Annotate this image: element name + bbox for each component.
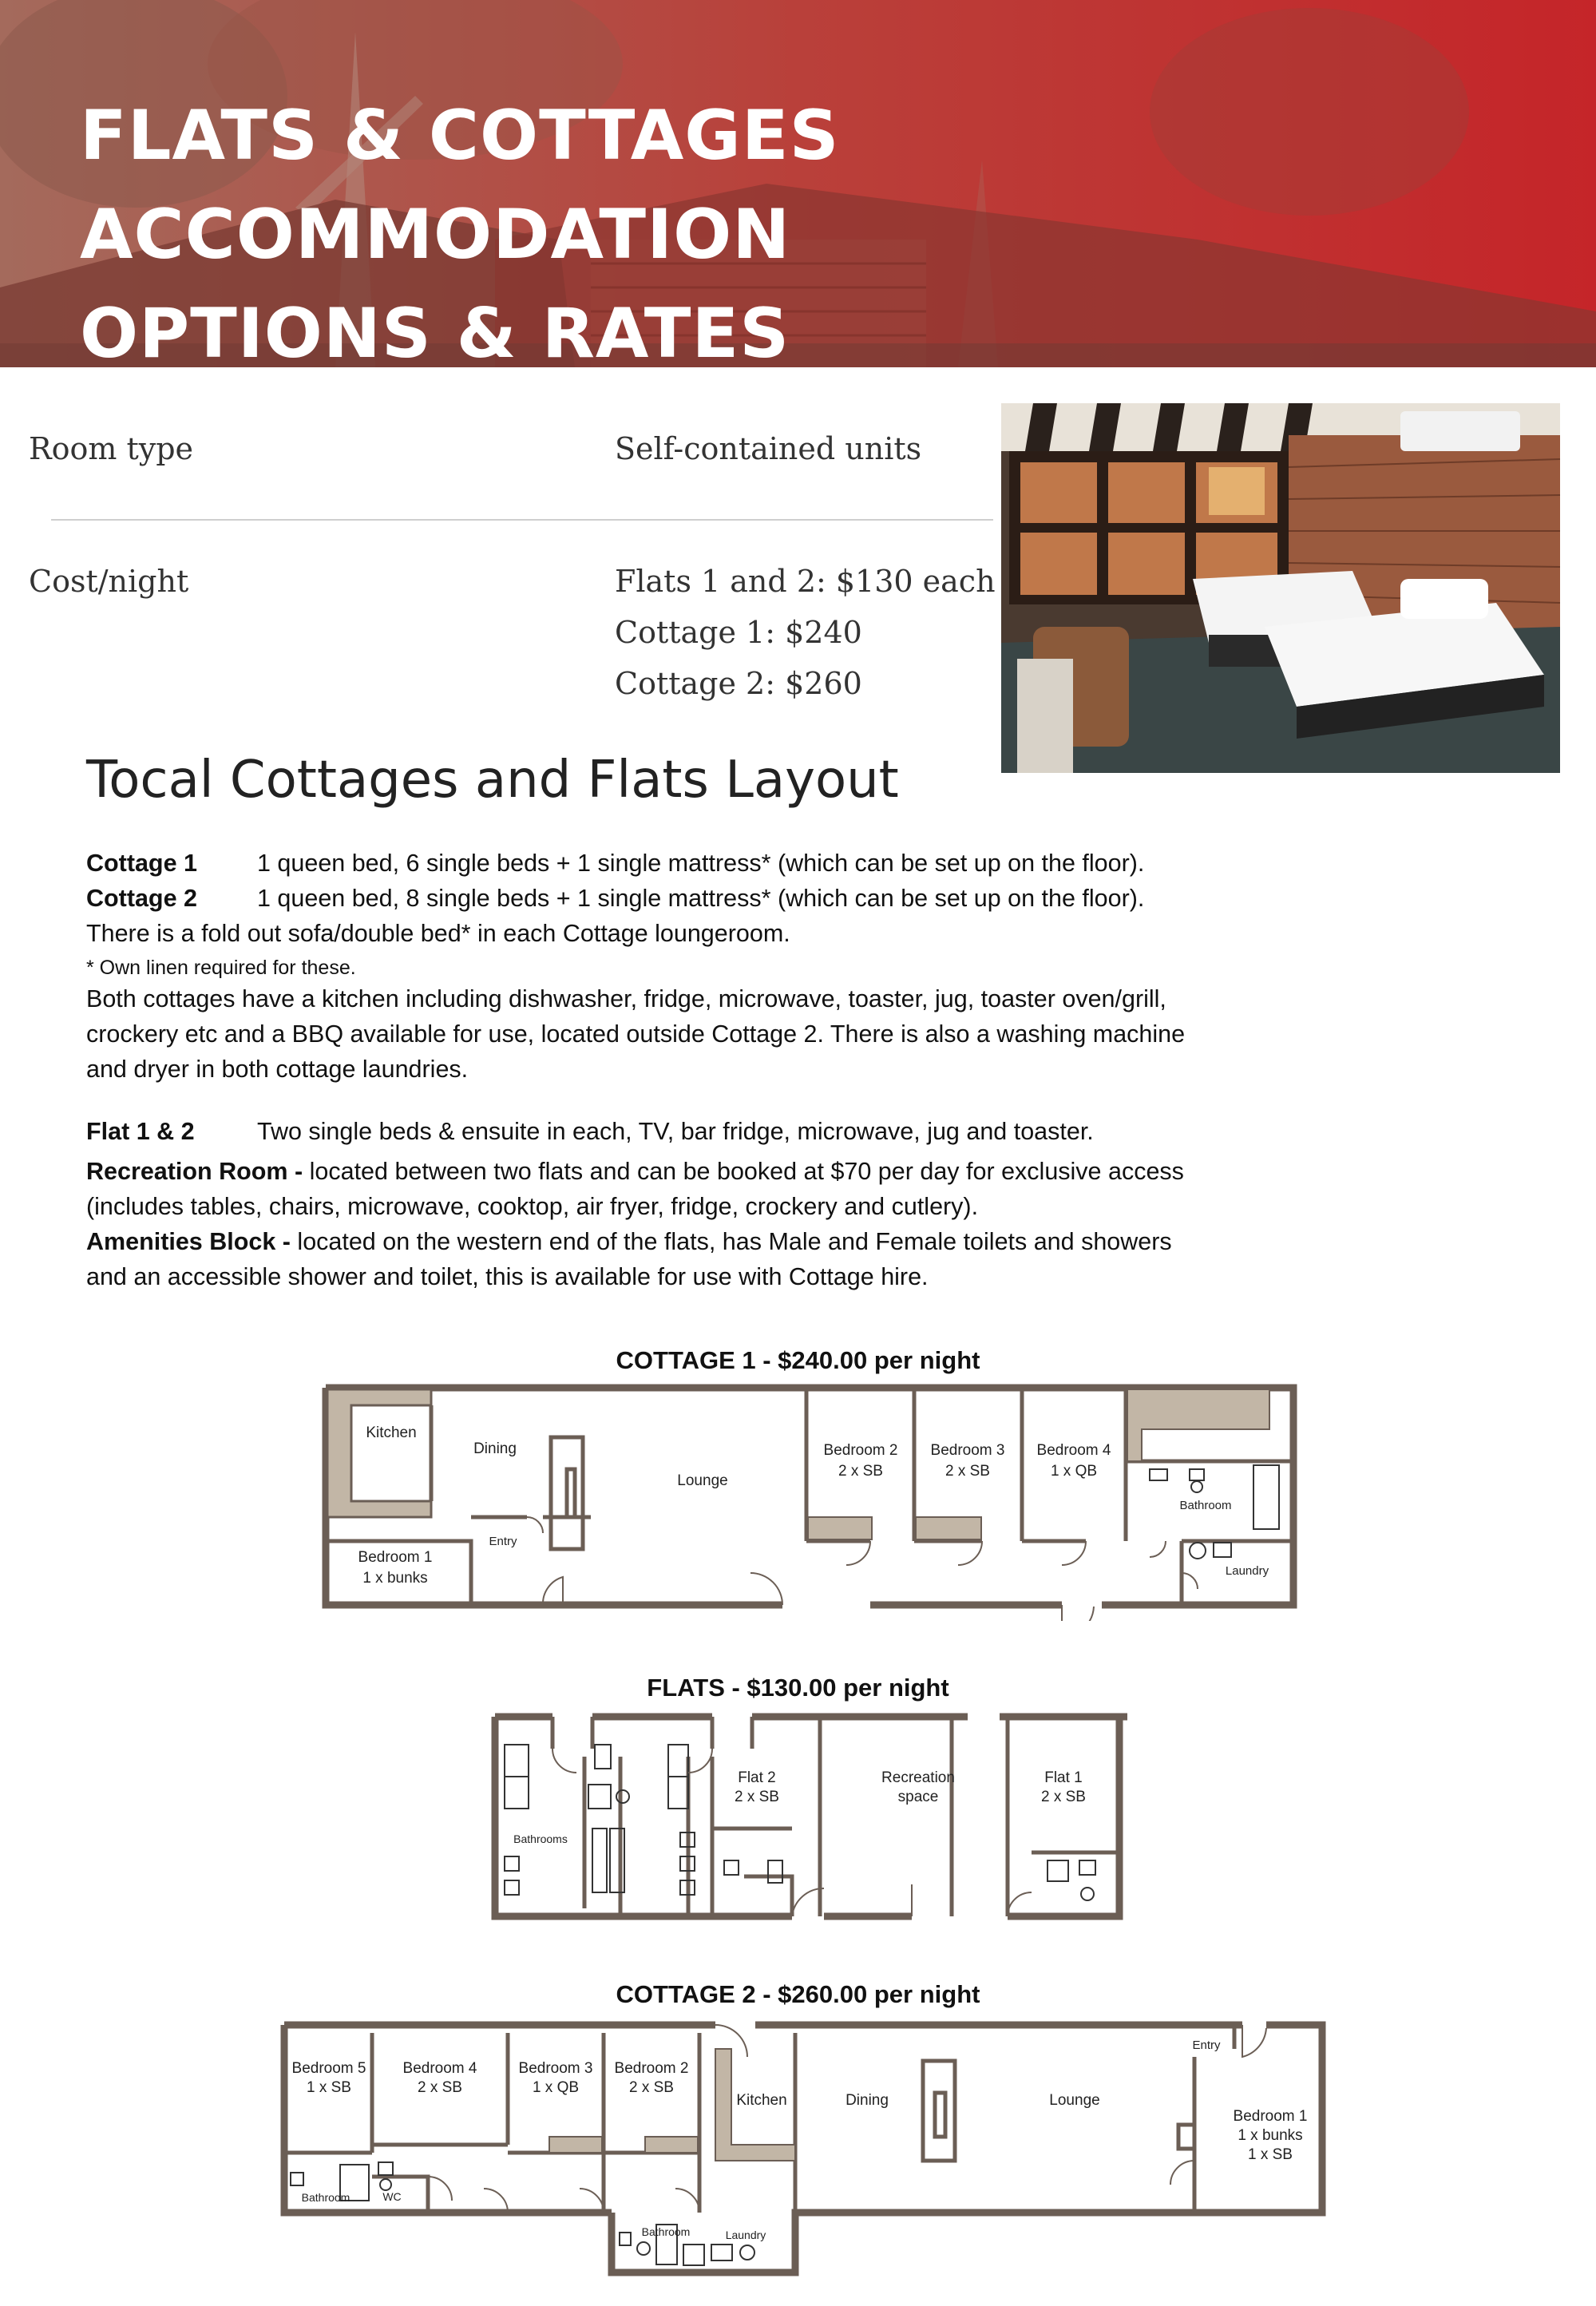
kitchen-line-3: and dryer in both cottage laundries. [86,1056,469,1083]
recreation-term: Recreation Room - [86,1158,303,1185]
kitchen-line-1: Both cottages have a kitchen including dishwasher, fridge, microwave, toaster, jug, toaster oven/grill, [86,985,1166,1012]
c2-bedroom-1-label: Bedroom 1 [1233,2108,1308,2125]
amenities-desc-1: located on the western end of the flats, has Male and Female toilets and showers [290,1228,1172,1255]
flats-floor-plan [489,1709,1127,1928]
cost-flats: Flats 1 and 2: $130 each [615,564,996,599]
recreation-space-label: Recreation [881,1769,955,1786]
cottage-1-plan-title: COTTAGE 1 - $240.00 per night [616,1346,980,1374]
c2-kitchen-label: Kitchen [736,2092,787,2109]
c2-bedroom-5-label: Bedroom 5 [291,2060,366,2077]
cottage-2-plan-title: COTTAGE 2 - $260.00 per night [616,1980,980,2008]
recreation-desc-1: located between two flats and can be booked at $70 per day for exclusive access [303,1158,1184,1185]
header-banner [0,0,1596,367]
c2-bedroom-1-bunks: 1 x bunks [1238,2127,1303,2144]
flat-term: Flat 1 & 2 [86,1118,195,1145]
cottage-2-floor-plan [276,2017,1330,2292]
c2-bathroom-bottom-label: Bathroom [641,2225,691,2238]
c1-dining-label: Dining [473,1440,517,1457]
table-divider [51,519,993,521]
c2-bedroom-3-beds: 1 x QB [532,2079,580,2096]
cost-per-night-label: Cost/night [29,564,189,599]
amenities-line-1 [86,1228,1172,1256]
cottage-1-line [86,850,1145,878]
page-title-line-2: OPTIONS & RATES [80,294,790,367]
sofa-note: There is a fold out sofa/double bed* in each Cottage loungeroom. [86,920,790,947]
room-type-label: Room type [29,431,194,466]
c2-bedroom-2-beds: 2 x SB [629,2079,674,2096]
c1-lounge-label: Lounge [677,1472,728,1489]
bedroom-photo [1001,403,1560,773]
cottage-1-floor-plan [319,1381,1309,1625]
c2-bedroom-4-label: Bedroom 4 [402,2060,477,2077]
amenities-term: Amenities Block - [86,1228,291,1255]
cottage-1-term: Cottage 1 [86,850,197,877]
flat-line [86,1118,1094,1146]
recreation-space-sub: space [897,1789,939,1805]
c1-bedroom-2-beds: 2 x SB [838,1463,883,1480]
c2-bedroom-1-single: 1 x SB [1248,2146,1293,2163]
c1-laundry-label: Laundry [1225,1564,1269,1578]
recreation-line-1 [86,1158,1184,1186]
c1-bedroom-1-label: Bedroom 1 [358,1549,433,1566]
c1-bedroom-4-label: Bedroom 4 [1036,1442,1111,1459]
c1-bedroom-2-label: Bedroom 2 [823,1442,898,1459]
cottage-2-line [86,885,1145,913]
c1-bedroom-1-beds: 1 x bunks [362,1570,428,1587]
layout-section-title: Tocal Cottages and Flats Layout [86,751,899,810]
linen-note: * Own linen required for these. [86,957,356,979]
c2-bedroom-2-label: Bedroom 2 [614,2060,689,2077]
kitchen-line-2: crockery etc and a BBQ available for use, located outside Cottage 2. There is also a washing machine [86,1020,1186,1048]
c2-entry-label: Entry [1192,2039,1221,2052]
flats-bathrooms-label: Bathrooms [513,1833,568,1845]
c2-bathroom-left-label: Bathroom [301,2191,350,2204]
amenities-line-2: and an accessible shower and toilet, this is available for use with Cottage hire. [86,1263,929,1290]
cottage-1-desc: 1 queen bed, 6 single beds + 1 single mattress* (which can be set up on the floor). [257,850,1145,877]
recreation-line-2: (includes tables, chairs, microwave, cooktop, air fryer, fridge, crockery and cutlery). [86,1193,979,1220]
c1-bedroom-3-beds: 2 x SB [945,1463,990,1480]
c2-lounge-label: Lounge [1049,2092,1100,2109]
room-type-value: Self-contained units [615,431,922,466]
cottage-2-desc: 1 queen bed, 8 single beds + 1 single mattress* (which can be set up on the floor). [257,885,1145,912]
cost-cottage-1: Cottage 1: $240 [615,615,862,650]
flat-2-label: Flat 2 [738,1769,776,1786]
flat-1-beds: 2 x SB [1041,1789,1086,1805]
c1-bathroom-label: Bathroom [1179,1499,1232,1512]
c2-bedroom-5-beds: 1 x SB [307,2079,351,2096]
c2-bedroom-3-label: Bedroom 3 [518,2060,593,2077]
c1-bedroom-3-label: Bedroom 3 [930,1442,1005,1459]
cost-cottage-2: Cottage 2: $260 [615,666,862,701]
flat-2-beds: 2 x SB [735,1789,779,1805]
c2-laundry-label: Laundry [725,2229,766,2241]
page-title [80,86,1517,367]
c1-entry-label: Entry [489,1535,517,1548]
c1-kitchen-label: Kitchen [366,1424,417,1441]
c2-wc-label: WC [382,2190,402,2203]
c2-bedroom-4-beds: 2 x SB [418,2079,462,2096]
c1-bedroom-4-beds: 1 x QB [1050,1463,1098,1480]
cost-per-night-values [615,556,996,709]
page-title-line-1: FLATS & COTTAGES ACCOMMODATION [80,96,840,275]
flats-plan-title: FLATS - $130.00 per night [647,1674,949,1702]
flat-desc: Two single beds & ensuite in each, TV, bar fridge, microwave, jug and toaster. [257,1118,1094,1145]
c2-dining-label: Dining [846,2092,889,2109]
flat-1-label: Flat 1 [1044,1769,1083,1786]
cottage-2-term: Cottage 2 [86,885,197,912]
